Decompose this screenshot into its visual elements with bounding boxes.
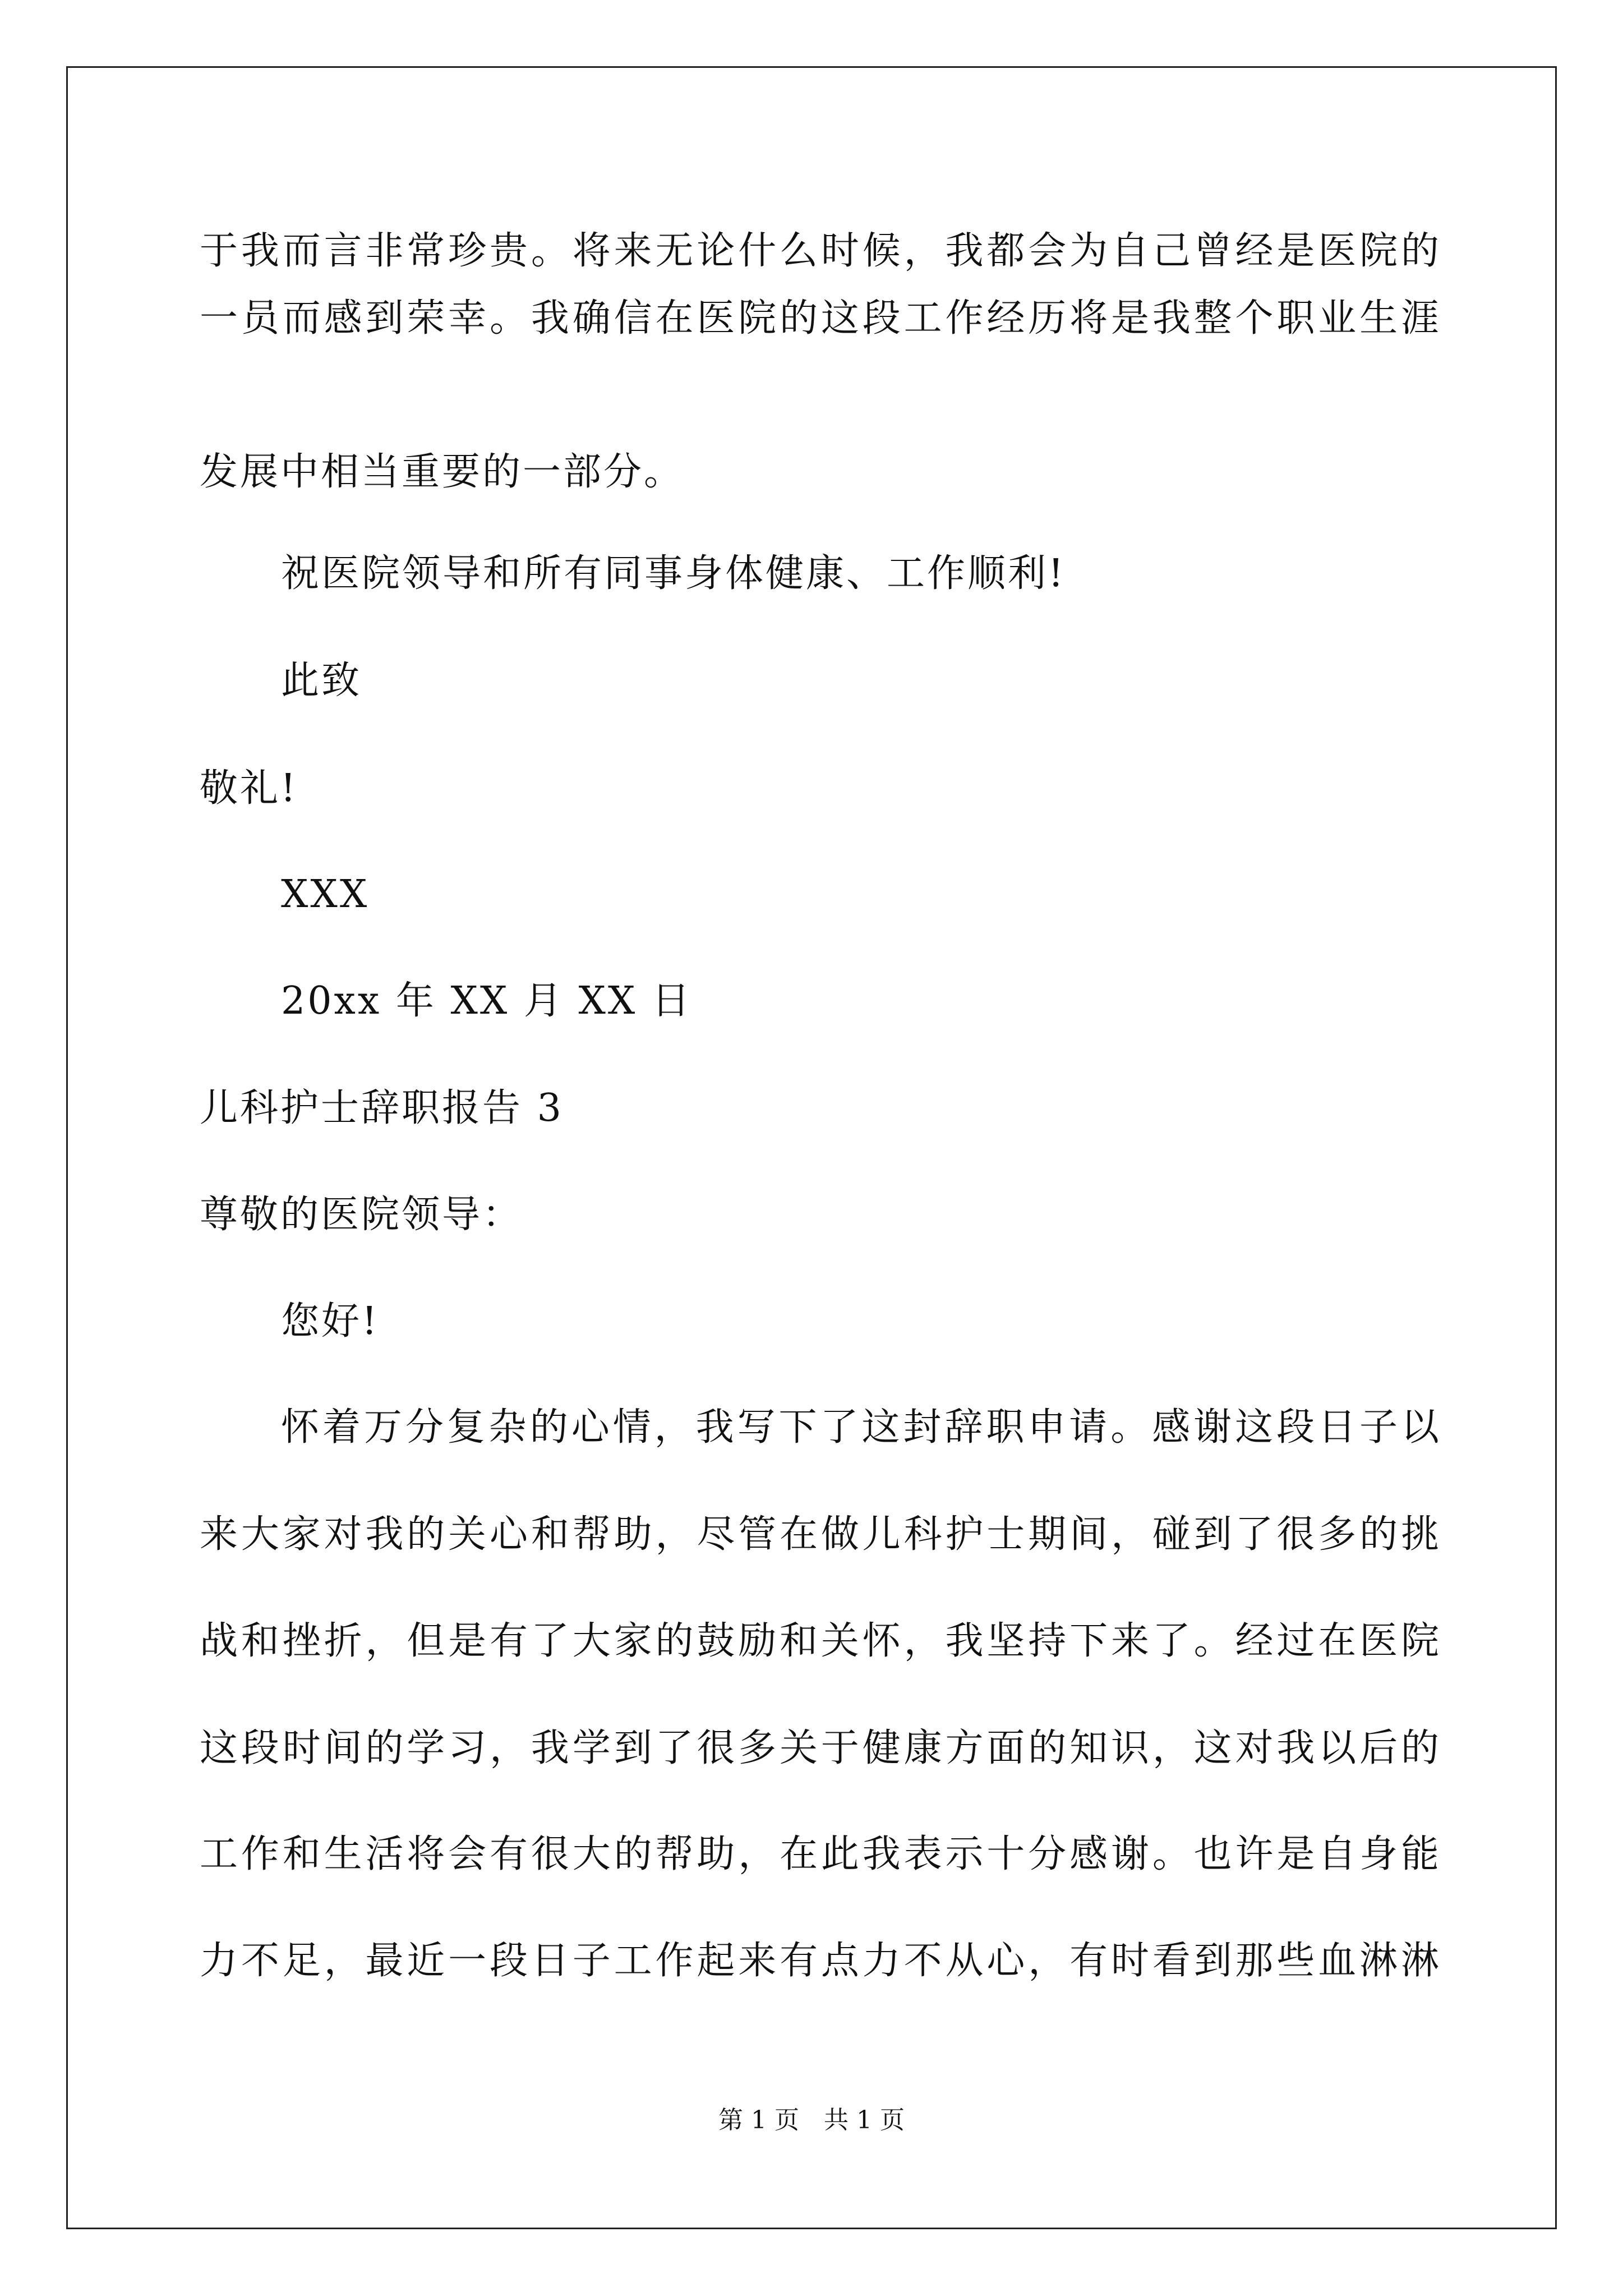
body-line: 祝医院领导和所有同事身体健康、工作顺利! [281, 551, 1066, 596]
page-border [66, 66, 1557, 2229]
closing-phrase: 此致 [281, 659, 362, 703]
body-line: 发展中相当重要的一部分。 [200, 450, 685, 494]
body-line: 于我而言非常珍贵。将来无论什么时候，我都会为自己曾经是医院的 [200, 229, 1439, 273]
greeting: 您好! [281, 1299, 380, 1343]
body-line: 怀着万分复杂的心情，我写下了这封辞职申请。感谢这段日子以 [281, 1405, 1439, 1450]
salutation-closing: 敬礼! [200, 766, 298, 811]
page-footer: 第 1 页 共 1 页 [718, 2106, 905, 2134]
body-line: 来大家对我的关心和帮助，尽管在做儿科护士期间，碰到了很多的挑 [200, 1512, 1439, 1557]
signature: XXX [281, 872, 370, 917]
greeting-line: 尊敬的医院领导： [200, 1193, 523, 1237]
body-line: 力不足，最近一段日子工作起来有点力不从心，有时看到那些血淋淋 [200, 1939, 1439, 1983]
date-line: 20xx 年 XX 月 XX 日 [281, 979, 692, 1023]
body-line: 一员而感到荣幸。我确信在医院的这段工作经历将是我整个职业生涯 [200, 296, 1439, 341]
body-line: 战和挫折，但是有了大家的鼓励和关怀，我坚持下来了。经过在医院 [200, 1619, 1439, 1663]
body-line: 这段时间的学习，我学到了很多关于健康方面的知识，这对我以后的 [200, 1726, 1439, 1770]
section-heading: 儿科护士辞职报告 3 [200, 1086, 564, 1130]
body-line: 工作和生活将会有很大的帮助，在此我表示十分感谢。也许是自身能 [200, 1832, 1439, 1876]
